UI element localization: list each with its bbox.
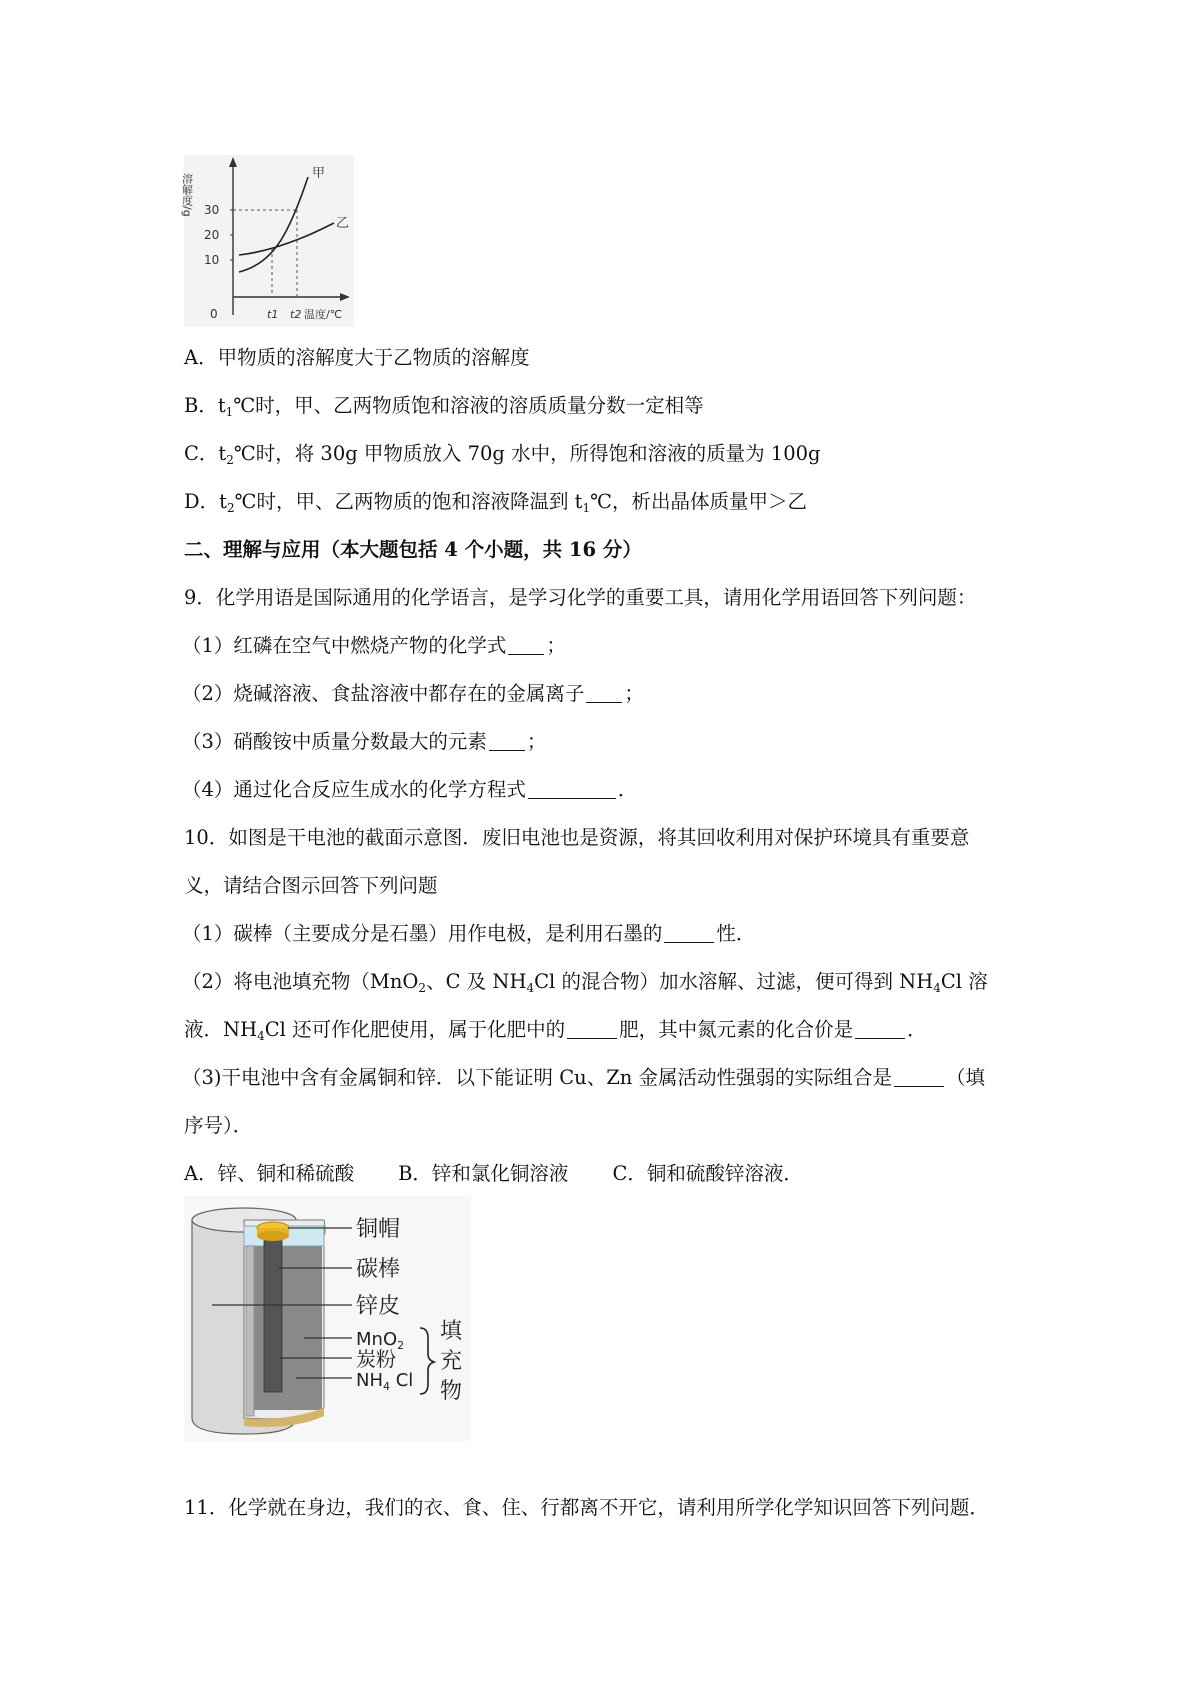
q10-part-2b-t1: 液．NH bbox=[184, 1018, 258, 1041]
q9-part-1-end: ； bbox=[546, 634, 566, 657]
q10-part-2b-t3: 肥，其中氮元素的化合价是 bbox=[619, 1018, 854, 1041]
y-tick-label-10: 10 bbox=[204, 253, 220, 267]
q10-part-3-end: （填 bbox=[946, 1066, 986, 1089]
solubility-curve-figure bbox=[180, 155, 354, 327]
label-carbon-rod: 碳棒 bbox=[356, 1257, 401, 1282]
q8-option-b-sub: 1 bbox=[225, 405, 234, 419]
q10-option-a: A．锌、铜和稀硫酸 bbox=[184, 1162, 355, 1185]
battery-diagram bbox=[184, 1196, 471, 1441]
q8-option-d-mid: ℃时，甲、乙两物质的饱和溶液降温到 t bbox=[234, 490, 583, 513]
label-carbon-powder: 炭粉 bbox=[356, 1347, 396, 1371]
label-filler-3: 物 bbox=[440, 1379, 463, 1404]
label-nh4cl-tail: Cl bbox=[390, 1370, 414, 1391]
q10-option-c: C．铜和硫酸锌溶液． bbox=[612, 1162, 803, 1185]
q9-part-3-text: （3）硝酸铵中质量分数最大的元素 bbox=[182, 730, 487, 753]
x-tick-label-t1: t1 bbox=[267, 308, 279, 321]
q10-part-3-text: （3)干电池中含有金属铜和锌．以下能证明 Cu、Zn 金属活动性强弱的实际组合是 bbox=[182, 1066, 892, 1089]
q8-option-a: A．甲物质的溶解度大于乙物质的溶解度 bbox=[184, 346, 530, 369]
q9-stem: 9．化学用语是国际通用的化学语言，是学习化学的重要工具，请用化学用语回答下列问题： bbox=[184, 586, 977, 609]
q10-part-2-s1: 2 bbox=[418, 981, 427, 995]
q10-part-2b-s1: 4 bbox=[257, 1029, 265, 1043]
answer-blank[interactable] bbox=[489, 731, 525, 751]
q10-stem-line1: 10．如图是干电池的截面示意图．废旧电池也是资源，将其回收利用对保护环境具有重要意 bbox=[184, 826, 970, 849]
q9-part-1-text: （1）红磷在空气中燃烧产物的化学式 bbox=[182, 634, 507, 657]
q9-part-4-end: ． bbox=[617, 778, 638, 801]
answer-blank[interactable] bbox=[508, 635, 544, 655]
y-tick-label-30: 30 bbox=[204, 203, 220, 217]
label-copper-cap: 铜帽 bbox=[356, 1217, 401, 1242]
curve-label-jia: 甲 bbox=[312, 166, 326, 181]
q9-part-4-text: （4）通过化合反应生成水的化学方程式 bbox=[182, 778, 526, 801]
label-filler-2: 充 bbox=[440, 1349, 463, 1374]
q10-option-b: B．锌和氯化铜溶液 bbox=[398, 1162, 569, 1185]
q8-option-c bbox=[184, 440, 1034, 468]
answer-blank[interactable] bbox=[586, 683, 622, 703]
label-mno2-sub: 2 bbox=[397, 1339, 405, 1352]
q10-part-1 bbox=[182, 920, 1032, 948]
q10-part-1-end: 性． bbox=[716, 922, 756, 945]
q8-option-b-suffix: ℃时，甲、乙两物质饱和溶液的溶质质量分数一定相等 bbox=[233, 394, 704, 417]
q10-part-2-line2 bbox=[184, 1016, 1034, 1044]
x-tick-label-0: 0 bbox=[210, 307, 218, 321]
q10-part-2-s3: 4 bbox=[933, 981, 941, 995]
answer-blank[interactable] bbox=[855, 1019, 905, 1039]
q10-part-1-text: （1）碳棒（主要成分是石墨）用作电极，是利用石墨的 bbox=[182, 922, 663, 945]
answer-blank[interactable] bbox=[894, 1067, 944, 1087]
q9-part-2 bbox=[182, 680, 1032, 708]
q11-stem: 11．化学就在身边，我们的衣、食、住、行都离不开它，请利用所学化学知识回答下列问题． bbox=[184, 1496, 989, 1519]
q10-part-3-line2: 序号）． bbox=[184, 1114, 253, 1137]
answer-blank[interactable] bbox=[567, 1019, 617, 1039]
section-title: 二、理解与应用（本大题包括 4 个小题，共 16 分） bbox=[184, 538, 642, 561]
q8-option-d-sub: 2 bbox=[226, 501, 235, 515]
q9-part-3-end: ； bbox=[526, 730, 547, 753]
x-tick-label-t2: t2 bbox=[290, 308, 302, 321]
q10-stem-line2: 义，请结合图示回答下列问题 bbox=[184, 874, 438, 897]
q9-part-1 bbox=[182, 632, 1032, 660]
q8-option-b bbox=[184, 392, 1034, 420]
label-mno2-text: MnO bbox=[356, 1329, 398, 1350]
q10-part-2b-t2: Cl 还可作化肥使用，属于化肥中的 bbox=[264, 1018, 566, 1041]
q8-option-c-sub: 2 bbox=[226, 453, 234, 467]
answer-blank[interactable] bbox=[664, 923, 714, 943]
q10-options bbox=[184, 1160, 1034, 1188]
y-axis-label: 溶解度/g bbox=[180, 173, 194, 217]
carbon-rod bbox=[264, 1236, 282, 1392]
q8-option-c-suffix: ℃时，将 30g 甲物质放入 70g 水中，所得饱和溶液的质量为 100g bbox=[233, 442, 821, 465]
q8-option-c-prefix: C．t bbox=[184, 442, 227, 465]
q10-part-2-line1 bbox=[182, 968, 1032, 996]
q9-part-2-text: （2）烧碱溶液、食盐溶液中都存在的金属离子 bbox=[182, 682, 585, 705]
label-nh4cl-text: NH bbox=[356, 1370, 383, 1391]
q8-option-b-prefix: B．t bbox=[184, 394, 226, 417]
copper-cap-bottom bbox=[257, 1231, 289, 1241]
q9-part-2-end: ； bbox=[624, 682, 644, 705]
q10-part-2-t4: Cl 溶 bbox=[940, 970, 988, 993]
q10-part-2b-end: ． bbox=[907, 1018, 927, 1041]
answer-blank[interactable] bbox=[528, 779, 616, 799]
q8-option-d bbox=[184, 488, 1034, 516]
q9-part-4 bbox=[182, 776, 1032, 804]
q10-part-2-t3: Cl 的混合物）加水溶解、过滤，便可得到 NH bbox=[534, 970, 934, 993]
q8-option-d-suffix: ℃，析出晶体质量甲＞乙 bbox=[590, 490, 807, 513]
label-nh4cl-sub: 4 bbox=[383, 1380, 390, 1393]
q9-part-3 bbox=[182, 728, 1032, 756]
zinc-wall bbox=[246, 1246, 254, 1416]
q10-part-2-s2: 4 bbox=[526, 981, 535, 995]
q10-part-2-t2: 、C 及 NH bbox=[426, 970, 527, 993]
q8-option-d-prefix: D．t bbox=[184, 490, 227, 513]
q10-part-2-t1: （2）将电池填充物（MnO bbox=[182, 970, 419, 993]
label-filler-1: 填 bbox=[440, 1319, 463, 1344]
y-tick-label-20: 20 bbox=[204, 228, 220, 242]
x-axis-label: 温度/℃ bbox=[304, 308, 343, 321]
label-zinc-shell: 锌皮 bbox=[356, 1294, 401, 1319]
q10-part-3-line1 bbox=[182, 1064, 1032, 1092]
curve-label-yi: 乙 bbox=[336, 216, 350, 231]
q8-option-d-sub2: 1 bbox=[582, 501, 591, 515]
